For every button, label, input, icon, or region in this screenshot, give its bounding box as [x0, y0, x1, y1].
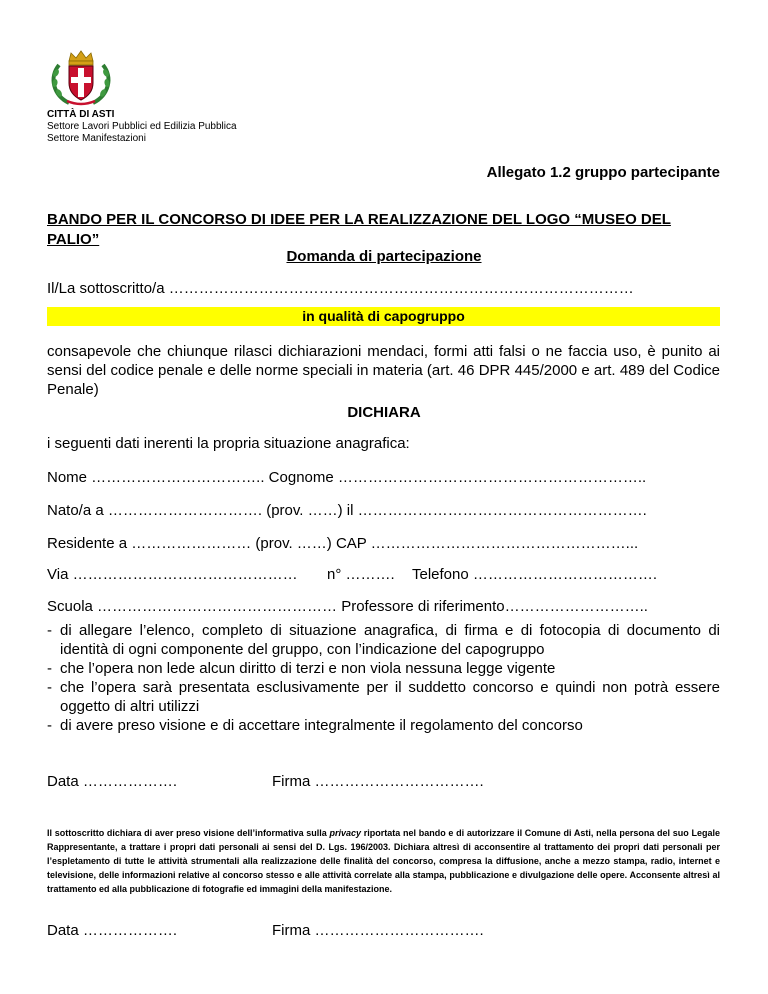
privacy-text-end: riportata nel bando e di autorizzare il Comune di Asti, nella persona del suo Legale Rappresentante, a trattare i propri dati personali ai sensi del D. Lgs. 196/2003. Dichiara altresì di acconsentire al trattamento dei propri dati personali per l’espletamento di tutte le attività strumentali alla realizzazione delle finalità del concorso, compresa la diffusione, anche a mezzo stampa, radio, internet e televisione, delle informazioni relative al concorso stesso e alle attività correlate alla stampa, pubblicazione e divulgazione delle opere. Acconsente altresì al trattamento ed alla pubblicazione di fotografie ed immagini della manifestazione. [47, 828, 720, 894]
department-line: Settore Lavori Pubblici ed Edilizia Pubblica [47, 121, 237, 132]
declaration-list [47, 621, 720, 735]
department-line: Settore Manifestazioni [47, 133, 146, 144]
name-surname-field: Nome …………………………….. Cognome …………………………………………………….. [47, 469, 647, 486]
signature-field: Firma ……………………………. [272, 773, 484, 790]
signature-field: Firma ……………………………. [272, 922, 484, 939]
list-item: - di allegare l’elenco, completo di situazione anagrafica, di firma e di fotocopia di documento di identità di ogni componente del gruppo, con l’indicazione del capogruppo [47, 621, 720, 659]
list-item: - che l’opera non lede alcun diritto di terzi e non viola nessuna legge vigente [47, 659, 720, 678]
intro-line: i seguenti dati inerenti la propria situazione anagrafica: [47, 435, 410, 452]
date-field: Data ………………. [47, 922, 178, 939]
birthplace-field: Nato/a a …………………………. (prov. ……) il …………………………………………………. [47, 502, 647, 519]
street-field: Via ……………………………………… [47, 566, 298, 583]
document-subtitle: Domanda di partecipazione [286, 248, 482, 265]
residence-field: Residente a …………………… (prov. ……) CAP ……………………………………………... [47, 535, 639, 552]
date-field: Data ………………. [47, 773, 178, 790]
phone-field: Telefono ………………………………. [412, 566, 658, 583]
signatory-line: Il/La sottoscritto/a ………………………………………………………………………………… [47, 280, 634, 297]
capogruppo-banner: in qualità di capogruppo [47, 307, 720, 326]
city-crest-icon [45, 47, 117, 107]
school-field: Scuola ………………………………………… Professore di riferimento……………………….. [47, 598, 648, 615]
attachment-label: Allegato 1.2 gruppo partecipante [486, 164, 720, 181]
privacy-text-start: Il sottoscritto dichiara di aver preso visione dell’informativa sulla [47, 828, 330, 838]
list-item: - di avere preso visione e di accettare integralmente il regolamento del concorso [47, 716, 720, 735]
declaration-paragraph: consapevole che chiunque rilasci dichiarazioni mendaci, formi atti falsi o ne faccia uso, è punito ai sensi del codice penale e delle norme speciali in materia (art. 46 DPR 445/2000 e art. 489 del Codice Penale) [47, 343, 720, 398]
dichiara-heading: DICHIARA [347, 404, 421, 421]
privacy-consent [47, 826, 720, 896]
street-number-field: n° ………. [327, 566, 395, 583]
privacy-word: privacy [329, 828, 362, 838]
list-item: - che l’opera sarà presentata esclusivamente per il suddetto concorso e quindi non potrà essere oggetto di altri utilizzi [47, 678, 720, 716]
document-title: BANDO PER IL CONCORSO DI IDEE PER LA REALIZZAZIONE DEL LOGO “MUSEO DEL PALIO” [47, 211, 671, 248]
org-name: CITTÀ DI ASTI [47, 109, 115, 120]
